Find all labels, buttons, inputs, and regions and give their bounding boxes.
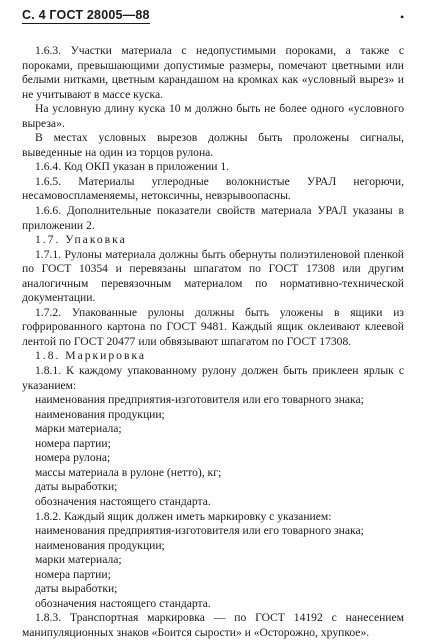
section-heading-marking: 1.8. Маркировка bbox=[35, 349, 147, 363]
page-number: С. 4 bbox=[22, 8, 46, 22]
label-requirements-list bbox=[22, 393, 404, 509]
paragraph-conditional-cut-signals: В местах условных вырезов должны быть проложены сигналы, выведенные на один из торцов рулона. bbox=[22, 131, 404, 159]
list-item: наименования предприятия-изготовителя или его товарного знака; bbox=[35, 393, 364, 407]
corner-mark: • bbox=[400, 10, 405, 24]
standard-designation: ГОСТ 28005—88 bbox=[49, 8, 150, 22]
clause-1-8-3: 1.8.3. Транспортная маркировка — по ГОСТ 14192 с нанесением манипуляционных знаков «Боится сырости» и «Осторожно, хрупкое». bbox=[22, 611, 404, 639]
clause-1-8-1: 1.8.1. К каждому упакованному рулону должен быть приклеен ярлык с указанием: bbox=[22, 364, 404, 392]
clause-1-6-5: 1.6.5. Материалы углеродные волокнистые УРАЛ негорючи, несамовоспламеняемы, нетоксичны, невзрывоопасны. bbox=[22, 174, 404, 203]
list-item: даты выработки; bbox=[35, 582, 118, 596]
section-heading-packaging: 1.7. Упаковка bbox=[35, 233, 127, 247]
list-item: обозначения настоящего стандарта. bbox=[35, 596, 211, 610]
paragraph-conditional-cut-length: На условную длину куска 10 м должно быть не более одного «условного выреза». bbox=[22, 102, 404, 130]
list-item: наименования продукции; bbox=[35, 407, 165, 421]
clause-1-7-1: 1.7.1. Рулоны материала должны быть обернуты полиэтиленовой пленкой по ГОСТ 10354 и перевязаны шпагатом по ГОСТ 17308 или другим аналогичным перевязочным материалом по нормативно-технической документации. bbox=[22, 247, 404, 305]
page-header bbox=[22, 8, 150, 24]
box-marking-list bbox=[22, 524, 404, 611]
list-item: номера рулона; bbox=[35, 451, 111, 465]
document-body bbox=[22, 44, 404, 640]
clause-1-6-3: 1.6.3. Участки материала с недопустимыми пороками, а также с пороками, превышающими допустимые размеры, помечают цветными или белыми нитками, цветным карандашом на кромках как «условный вырез» и не учитывают в массе куска. bbox=[22, 44, 404, 101]
clause-1-8-2: 1.8.2. Каждый ящик должен иметь маркировку с указанием: bbox=[35, 509, 332, 523]
list-item: номера партии; bbox=[35, 436, 111, 450]
list-item: марки материала; bbox=[35, 553, 122, 567]
list-item: обозначения настоящего стандарта. bbox=[35, 494, 211, 508]
list-item: наименования предприятия-изготовителя или его товарного знака; bbox=[35, 524, 364, 538]
list-item: даты выработки; bbox=[35, 480, 118, 494]
clause-1-6-6: 1.6.6. Дополнительные показатели свойств материала УРАЛ указаны в приложении 2. bbox=[22, 204, 404, 232]
clause-1-7-2: 1.7.2. Упакованные рулоны должны быть уложены в ящики из гофрированного картона по ГОСТ 9481. Каждый ящик оклеивают клеевой лентой по ГОСТ 20477 или обвязывают шпагатом по ГОСТ 17308. bbox=[22, 305, 404, 348]
list-item: марки материала; bbox=[35, 422, 122, 436]
list-item: наименования продукции; bbox=[35, 538, 165, 552]
clause-1-6-4: 1.6.4. Код ОКП указан в приложении 1. bbox=[35, 160, 230, 174]
list-item: массы материала в рулоне (нетто), кг; bbox=[35, 465, 222, 479]
list-item: номера партии; bbox=[35, 567, 111, 581]
